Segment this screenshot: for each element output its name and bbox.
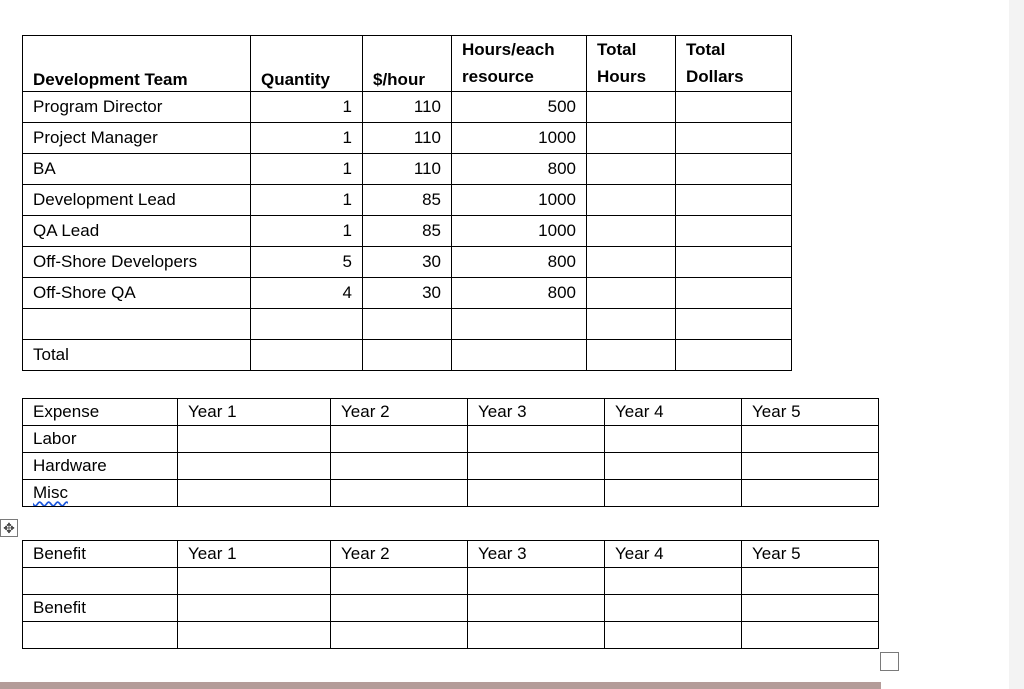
empty-cell[interactable] (251, 309, 363, 340)
total-hours-cell[interactable] (587, 185, 676, 216)
quantity-cell[interactable]: 1 (251, 216, 363, 247)
table-row (23, 480, 879, 507)
rate-cell[interactable]: 110 (363, 123, 452, 154)
quantity-cell[interactable]: 1 (251, 154, 363, 185)
year-cell[interactable] (331, 453, 468, 480)
year-cell[interactable] (605, 595, 742, 622)
rate-cell[interactable]: 30 (363, 278, 452, 309)
quantity-cell[interactable]: 4 (251, 278, 363, 309)
year-cell[interactable] (468, 480, 605, 507)
role-cell[interactable]: Development Lead (23, 185, 251, 216)
year-cell[interactable] (178, 480, 331, 507)
header-total-dollars-line2: Dollars (686, 67, 744, 86)
quantity-cell[interactable]: 5 (251, 247, 363, 278)
total-hours-cell[interactable] (587, 154, 676, 185)
year-header[interactable]: Year 3 (468, 399, 605, 426)
hours-cell[interactable]: 1000 (452, 216, 587, 247)
year-cell[interactable] (331, 595, 468, 622)
table-row (23, 595, 879, 622)
year-cell[interactable] (605, 568, 742, 595)
header-total-dollars[interactable] (676, 36, 792, 92)
table-resize-handle[interactable] (880, 652, 899, 671)
quantity-cell[interactable]: 1 (251, 185, 363, 216)
rate-cell[interactable]: 85 (363, 185, 452, 216)
year-cell[interactable] (331, 568, 468, 595)
benefit-table (22, 540, 879, 649)
role-cell[interactable]: Program Director (23, 92, 251, 123)
year-header[interactable]: Year 2 (331, 399, 468, 426)
empty-cell[interactable] (676, 309, 792, 340)
year-cell[interactable] (742, 568, 879, 595)
year-cell[interactable] (178, 568, 331, 595)
total-hours-cell[interactable] (587, 123, 676, 154)
year-cell[interactable] (605, 480, 742, 507)
year-cell[interactable] (468, 453, 605, 480)
year-cell[interactable] (331, 426, 468, 453)
rate-cell[interactable]: 110 (363, 92, 452, 123)
empty-cell[interactable] (452, 309, 587, 340)
year-header[interactable]: Year 1 (178, 399, 331, 426)
expense-label[interactable]: Hardware (23, 453, 178, 480)
rate-cell[interactable]: 30 (363, 247, 452, 278)
hours-cell[interactable]: 1000 (452, 185, 587, 216)
total-hours-cell[interactable] (587, 340, 676, 371)
year-cell[interactable] (178, 595, 331, 622)
year-cell[interactable] (742, 622, 879, 649)
year-cell[interactable] (468, 568, 605, 595)
empty-cell[interactable] (23, 309, 251, 340)
total-hours-cell[interactable] (587, 92, 676, 123)
year-cell[interactable] (23, 622, 178, 649)
year-header[interactable]: Year 1 (178, 541, 331, 568)
year-cell[interactable] (605, 453, 742, 480)
table-row (23, 92, 792, 123)
expense-table (22, 398, 879, 507)
year-header[interactable]: Year 4 (605, 399, 742, 426)
table-row (23, 216, 792, 247)
role-cell[interactable]: QA Lead (23, 216, 251, 247)
total-hours-cell[interactable] (587, 216, 676, 247)
hours-cell[interactable]: 800 (452, 247, 587, 278)
total-dollars-cell[interactable] (676, 92, 792, 123)
role-cell[interactable]: Off-Shore QA (23, 278, 251, 309)
table-row (23, 568, 879, 595)
header-hours-each-line1: Hours/each (462, 40, 555, 59)
quantity-cell[interactable]: 1 (251, 92, 363, 123)
year-cell[interactable] (742, 453, 879, 480)
empty-cell[interactable] (363, 309, 452, 340)
year-cell[interactable] (178, 622, 331, 649)
table-row (23, 453, 879, 480)
year-cell[interactable] (468, 595, 605, 622)
total-rate-cell[interactable] (363, 340, 452, 371)
year-header[interactable]: Year 5 (742, 541, 879, 568)
header-quantity[interactable]: Quantity (251, 36, 363, 92)
benefit-header-label[interactable]: Benefit (23, 541, 178, 568)
total-label[interactable]: Total (23, 340, 251, 371)
header-hours-each-line2: resource (462, 67, 534, 86)
total-dollars-cell[interactable] (676, 216, 792, 247)
page-bottom-bar (0, 682, 881, 689)
table-row (23, 426, 879, 453)
year-header[interactable]: Year 3 (468, 541, 605, 568)
hours-cell[interactable]: 500 (452, 92, 587, 123)
quantity-cell[interactable]: 1 (251, 123, 363, 154)
year-cell[interactable] (742, 595, 879, 622)
total-dollars-cell[interactable] (676, 123, 792, 154)
benefit-label[interactable]: Benefit (23, 595, 178, 622)
year-cell[interactable] (23, 568, 178, 595)
header-total-hours[interactable] (587, 36, 676, 92)
total-dollars-cell[interactable] (676, 278, 792, 309)
table-row (23, 278, 792, 309)
header-development-team[interactable]: Development Team (23, 36, 251, 92)
header-hours-each[interactable] (452, 36, 587, 92)
year-cell[interactable] (742, 480, 879, 507)
table-row (23, 622, 879, 649)
header-rate[interactable]: $/hour (363, 36, 452, 92)
table-row (23, 247, 792, 278)
year-cell[interactable] (178, 426, 331, 453)
table-row (23, 185, 792, 216)
total-hours-each-cell[interactable] (452, 340, 587, 371)
total-hours-cell[interactable] (587, 247, 676, 278)
hours-cell[interactable]: 800 (452, 154, 587, 185)
expense-header-label[interactable]: Expense (23, 399, 178, 426)
hours-cell[interactable]: 800 (452, 278, 587, 309)
expense-header-row (23, 399, 879, 426)
year-header[interactable]: Year 4 (605, 541, 742, 568)
table-header-row (23, 36, 792, 92)
table-row (23, 154, 792, 185)
role-cell[interactable]: BA (23, 154, 251, 185)
role-cell[interactable]: Off-Shore Developers (23, 247, 251, 278)
window-scroll-gutter (1009, 0, 1024, 689)
hours-cell[interactable]: 1000 (452, 123, 587, 154)
header-total-hours-line1: Total (597, 40, 637, 59)
role-cell[interactable]: Project Manager (23, 123, 251, 154)
total-dollars-cell[interactable] (676, 340, 792, 371)
rate-cell[interactable]: 110 (363, 154, 452, 185)
total-dollars-cell[interactable] (676, 185, 792, 216)
rate-cell[interactable]: 85 (363, 216, 452, 247)
year-cell[interactable] (468, 622, 605, 649)
year-cell[interactable] (331, 480, 468, 507)
header-total-dollars-line1: Total (686, 40, 726, 59)
header-total-hours-line2: Hours (597, 67, 647, 86)
total-quantity-cell[interactable] (251, 340, 363, 371)
year-cell[interactable] (742, 426, 879, 453)
total-dollars-cell[interactable] (676, 247, 792, 278)
total-row (23, 340, 792, 371)
year-cell[interactable] (605, 426, 742, 453)
year-cell[interactable] (178, 453, 331, 480)
expense-label-spellcheck: Misc (33, 483, 68, 502)
year-cell[interactable] (605, 622, 742, 649)
development-team-table (22, 35, 792, 371)
four-arrow-move-icon[interactable]: ✥ (0, 519, 18, 537)
expense-label-cell[interactable] (23, 480, 178, 507)
table-row (23, 123, 792, 154)
empty-table-row (23, 309, 792, 340)
year-header[interactable]: Year 2 (331, 541, 468, 568)
expense-label[interactable]: Labor (23, 426, 178, 453)
empty-cell[interactable] (587, 309, 676, 340)
total-hours-cell[interactable] (587, 278, 676, 309)
total-dollars-cell[interactable] (676, 154, 792, 185)
year-header[interactable]: Year 5 (742, 399, 879, 426)
year-cell[interactable] (331, 622, 468, 649)
benefit-header-row (23, 541, 879, 568)
year-cell[interactable] (468, 426, 605, 453)
